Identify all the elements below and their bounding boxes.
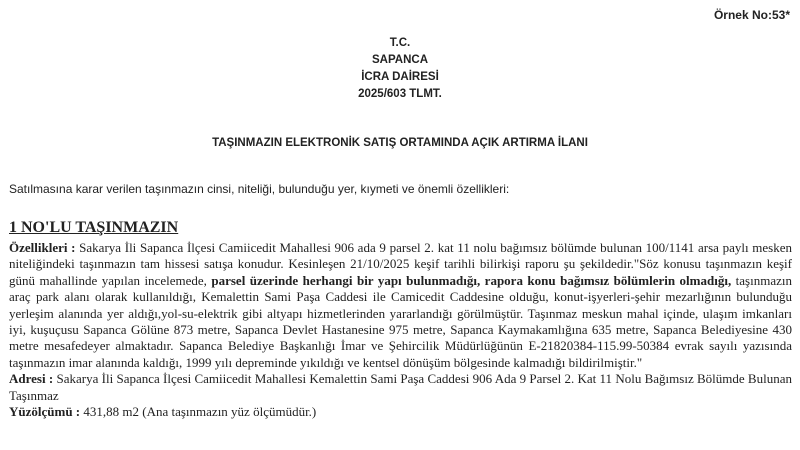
property-section-title: 1 NO'LU TAŞINMAZIN	[9, 219, 179, 236]
announcement-title: TAŞINMAZIN ELEKTRONİK SATIŞ ORTAMINDA AÇIK ARTIRMA İLANI	[212, 137, 588, 149]
area-label: Yüzölçümü :	[9, 404, 81, 420]
header-file-number: 2025/603 TLMT.	[358, 88, 442, 100]
address-label: Adresi :	[9, 371, 54, 387]
features-label: Özellikleri :	[9, 240, 76, 255]
header-office: İCRA DAİRESİ	[361, 71, 439, 83]
features-bold-text: parsel üzerinde herhangi bir yapı bulunmadığı, rapora konu bağımsız bölümlerin olmadığı,	[211, 272, 732, 288]
features-text-part2: taşınmazın araç park alanı olarak kullanıldığı, Kemalettin Sami Paşa Caddesi ile Camicedit Caddesine olduğu, konut-işyerleri-şehir mezarlığının bulunduğu yerleşim alanında yer aldığı,yol-su-elektrik gibi altyapı hizmetlerinden yararlandığı görülmüştür. Taşınmaz meskun mahal içinde, ulaşım imkanları iyi, kuşuçusu Sapanca Gölüne 873 metre, Sapanca Devlet Hastanesine 975 metre, Sapanca Kaymakamlığına 635 metre, Sapanca Belediyesine 430 metre mesafedeyer almaktadır. Sapanca Belediye Başkanlığı İmar ve Şehircilik Müdürlüğünün E-21820384-115.99-50384 evrak sayılı yazısında taşınmazın imar alanında kaldığı, 1999 yılı depreminde yıkıldığı ve kentsel dönüşüm bölgesinde kalmadığı bildirilmiştir."	[9, 272, 792, 370]
features-paragraph	[9, 240, 792, 371]
features-text-part1: Sakarya İli Sapanca İlçesi Camiicedit Mahallesi 906 ada 9 parsel 2. kat 11 nolu bağımsız bölümde bulunan 100/1141 arsa paylı mesken niteliğindeki taşınmazın tam hissesi satışa konudur. Kesinleşen 21/10/2025 keşif tarihli bilirkişi raporu şu şekildedir."Söz konusu taşınmazın keşif günü mahallinde yapılan incelemede,	[9, 240, 792, 288]
document-number: Örnek No:53*	[713, 8, 790, 22]
header-country: T.C.	[389, 37, 411, 49]
address-paragraph	[9, 371, 792, 404]
document-header	[0, 35, 800, 103]
area-text: 431,88 m2 (Ana taşınmazın yüz ölçümüdür.)	[80, 404, 317, 420]
intro-text: Satılmasına karar verilen taşınmazın cinsi, niteliği, bulunduğu yer, kıymeti ve önemli özellikleri:	[9, 182, 510, 196]
property-details	[9, 240, 792, 420]
header-district: SAPANCA	[371, 54, 428, 66]
area-paragraph	[9, 404, 792, 420]
address-text: Sakarya İli Sapanca İlçesi Camiicedit Mahallesi Kemalettin Sami Paşa Caddesi 906 Ada 9 Parsel 2. Kat 11 Nolu Bağımsız Bölümde Bulunan Taşınmaz	[9, 371, 792, 403]
